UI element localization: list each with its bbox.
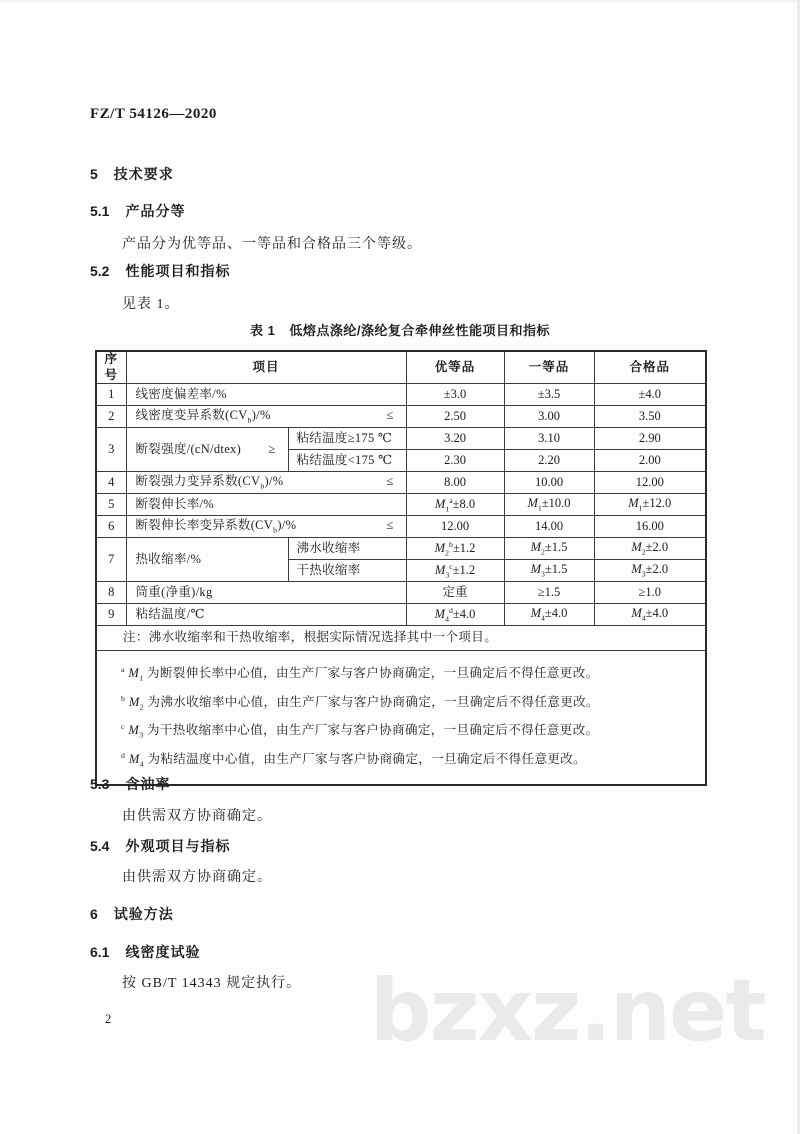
paragraph-5-4: 由供需双方协商确定。: [122, 870, 272, 885]
item-label: 粘结温度/℃: [126, 604, 406, 626]
grade-value: $M_1^a\pm 8.0$: [406, 494, 504, 516]
table-header-row: [96, 351, 706, 384]
le-symbol: ≤: [386, 518, 394, 533]
item-text: 断裂强度/(cN/dtex): [135, 441, 242, 456]
section-title: 含油率: [125, 776, 171, 792]
col-header-first-grade: 一等品: [504, 351, 594, 384]
section-heading-6: [90, 904, 174, 924]
item-label: [126, 516, 406, 538]
table-row-2: [96, 406, 706, 428]
row-no: 9: [96, 604, 126, 626]
section-number: 6: [90, 906, 98, 922]
table-row-6: [96, 516, 706, 538]
item-label: 断裂伸长率/%: [126, 494, 406, 516]
scan-edge-top: [0, 0, 800, 2]
watermark: bzxz.net: [370, 961, 765, 1061]
item-label: [126, 406, 406, 428]
grade-value: $M_1\pm 10.0$: [504, 494, 594, 516]
table-footnotes: [96, 650, 706, 784]
section-heading-5: [90, 164, 174, 184]
row-no: 7: [96, 538, 126, 582]
grade-value: 2.30: [406, 450, 504, 472]
table-row-4: [96, 472, 706, 494]
item-label: 线密度偏差率/%: [126, 384, 406, 406]
grade-value: 2.90: [594, 428, 706, 450]
grade-value: 2.20: [504, 450, 594, 472]
col-header-no: 序号: [96, 351, 126, 384]
table-row-9: [96, 604, 706, 626]
item-label: 热收缩率/%: [126, 538, 288, 582]
section-heading-5-3: [90, 774, 170, 794]
table-row-3a: [96, 428, 706, 450]
table-caption-title: 低熔点涤纶/涤纶复合牵伸丝性能项目和指标: [289, 323, 550, 338]
ge-symbol: ≥: [268, 441, 276, 456]
table-note-row: [96, 626, 706, 651]
table-note: 注：沸水收缩率和干热收缩率，根据实际情况选择其中一个项目。: [96, 626, 706, 651]
section-title: 外观项目与指标: [125, 838, 231, 854]
item-label: 筒重(净重)/kg: [126, 582, 406, 604]
spec-table: [95, 350, 707, 786]
grade-value: $M_4\pm 4.0$: [504, 604, 594, 626]
table-row-1: [96, 384, 706, 406]
grade-value: 8.00: [406, 472, 504, 494]
grade-value: ±3.0: [406, 384, 504, 406]
section-heading-6-1: [90, 942, 200, 962]
grade-value: ≥1.0: [594, 582, 706, 604]
row-no: 8: [96, 582, 126, 604]
grade-value: 3.50: [594, 406, 706, 428]
sub-item-label: 沸水收缩率: [288, 538, 406, 560]
table-caption-label: 表 1: [250, 323, 276, 338]
row-no: 1: [96, 384, 126, 406]
grade-value: $M_4\pm 4.0$: [594, 604, 706, 626]
paragraph-5-2: 见表 1。: [122, 297, 180, 312]
col-header-qualified-grade: 合格品: [594, 351, 706, 384]
row-no: 2: [96, 406, 126, 428]
grade-value: $M_3\pm 1.5$: [504, 560, 594, 582]
table-row-8: [96, 582, 706, 604]
item-text: 线密度变异系数$(CV_b)/\%$: [135, 408, 271, 425]
item-label: [126, 472, 406, 494]
table-row-7a: [96, 538, 706, 560]
paragraph-6-1: 按 GB/T 14343 规定执行。: [122, 976, 302, 991]
footnote-a: $^a$ $M_1$ 为断裂伸长率中心值，由生产厂家与客户协商确定，一旦确定后不得任意更改。: [121, 664, 599, 683]
page-number: 2: [105, 1012, 112, 1026]
grade-value: 2.50: [406, 406, 504, 428]
footnote-b: $^b$ $M_2$ 为沸水收缩率中心值，由生产厂家与客户协商确定，一旦确定后不得任意更改。: [121, 693, 599, 712]
grade-value: $M_2^b\pm 1.2$: [406, 538, 504, 560]
grade-value: 2.00: [594, 450, 706, 472]
section-number: 5.4: [90, 838, 110, 854]
grade-value: $M_3\pm 2.0$: [594, 560, 706, 582]
grade-value: 12.00: [406, 516, 504, 538]
grade-value: 16.00: [594, 516, 706, 538]
section-title: 线密度试验: [125, 944, 201, 960]
sub-item-label: 干热收缩率: [288, 560, 406, 582]
table-footnotes-row: [96, 650, 706, 784]
section-heading-5-1: [90, 201, 185, 221]
row-no: 5: [96, 494, 126, 516]
footnote-c: $^c$ $M_3$ 为干热收缩率中心值，由生产厂家与客户协商确定，一旦确定后不得任意更改。: [121, 722, 599, 740]
paragraph-5-3: 由供需双方协商确定。: [122, 809, 272, 824]
item-text: 断裂强力变异系数$(CV_b)/\%$: [135, 474, 284, 491]
footnote-d: $^d$ $M_4$ 为粘结温度中心值，由生产厂家与客户协商确定，一旦确定后不得任意更改。: [121, 750, 587, 769]
section-title: 技术要求: [113, 166, 174, 182]
row-no: 6: [96, 516, 126, 538]
grade-value: 3.10: [504, 428, 594, 450]
row-no: 4: [96, 472, 126, 494]
grade-value: 10.00: [504, 472, 594, 494]
grade-value: $M_2\pm 1.5$: [504, 538, 594, 560]
sub-item-label: 粘结温度≥175 ℃: [288, 428, 406, 450]
item-text: 断裂伸长率变异系数$(CV_b)/\%$: [135, 518, 297, 535]
grade-value: ≥1.5: [504, 582, 594, 604]
grade-value: ±3.5: [504, 384, 594, 406]
grade-value: 定重: [406, 582, 504, 604]
paragraph-5-1: 产品分为优等品、一等品和合格品三个等级。: [122, 237, 422, 252]
grade-value: $M_1\pm 12.0$: [594, 494, 706, 516]
standard-code: FZ/T 54126—2020: [90, 106, 217, 122]
table-row-5: [96, 494, 706, 516]
grade-value: 14.00: [504, 516, 594, 538]
section-number: 5.2: [90, 263, 110, 279]
item-label: [126, 428, 288, 472]
grade-value: $M_2\pm 2.0$: [594, 538, 706, 560]
section-number: 5.1: [90, 203, 110, 219]
le-symbol: ≤: [386, 474, 394, 489]
grade-value: $M_3^c\pm 1.2$: [406, 560, 504, 582]
grade-value: 12.00: [594, 472, 706, 494]
section-title: 产品分等: [125, 203, 186, 219]
table-caption: [95, 320, 705, 339]
grade-value: 3.20: [406, 428, 504, 450]
grade-value: 3.00: [504, 406, 594, 428]
section-number: 5: [90, 166, 98, 182]
section-number: 5.3: [90, 776, 110, 792]
le-symbol: ≤: [386, 408, 394, 423]
section-title: 性能项目和指标: [125, 263, 231, 279]
sub-item-label: 粘结温度<175 ℃: [288, 450, 406, 472]
grade-value: ±4.0: [594, 384, 706, 406]
section-number: 6.1: [90, 944, 110, 960]
section-title: 试验方法: [113, 906, 174, 922]
row-no: 3: [96, 428, 126, 472]
section-heading-5-2: [90, 261, 230, 281]
col-header-premium-grade: 优等品: [406, 351, 504, 384]
grade-value: $M_4^d\pm 4.0$: [406, 604, 504, 626]
section-heading-5-4: [90, 836, 230, 856]
col-header-item: 项目: [126, 351, 406, 384]
